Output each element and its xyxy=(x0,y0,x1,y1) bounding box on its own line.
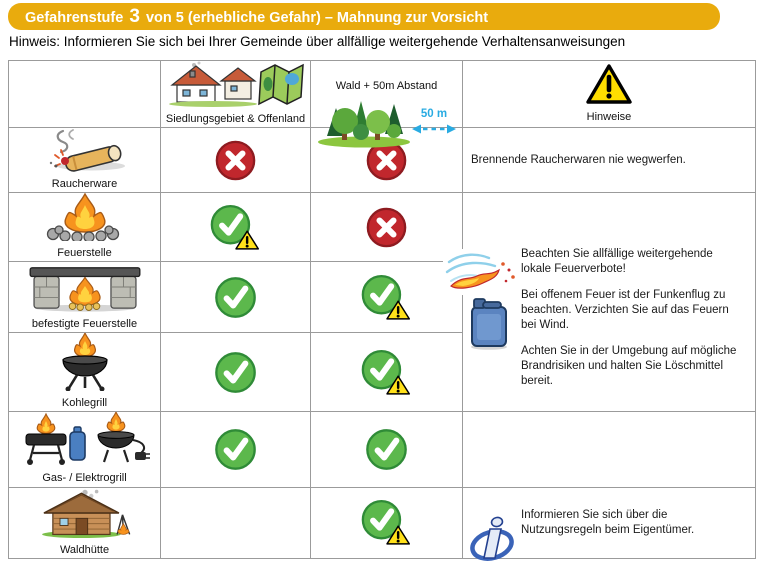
status-feuerstelle-siedlung xyxy=(161,204,310,251)
hinweis-funkenflug: Bei offenem Feuer ist der Funkenflug zu beachten. Verzichten Sie auf das Feuern bei Wind. xyxy=(521,288,729,331)
status-befestigte-wald xyxy=(311,274,462,321)
status-gasgrill-siedlung xyxy=(161,428,310,471)
table-row-feuerstelle xyxy=(9,193,756,262)
allowed-with-caution-icon xyxy=(361,499,413,546)
header-empty-cell xyxy=(9,61,161,128)
canister-label: LÖSCH-WASSER xyxy=(475,361,502,375)
row-label: Raucherware xyxy=(51,178,118,191)
allowed-icon xyxy=(214,428,257,471)
info-icon xyxy=(469,514,517,564)
row-label: Kohlegrill xyxy=(61,397,108,410)
row-label-cell xyxy=(9,333,161,412)
header-hinweise-cell xyxy=(463,61,756,128)
distance-label: 50 m xyxy=(420,108,448,121)
status-raucherware-siedlung xyxy=(161,140,310,181)
allowed-icon xyxy=(214,351,257,394)
hinweis-raucherware: Brennende Raucherwaren nie wegwerfen. xyxy=(471,153,686,166)
hinweise-merged-cell xyxy=(463,193,756,412)
status-feuerstelle-wald xyxy=(311,207,462,248)
danger-level-banner xyxy=(8,3,720,30)
stone-fireplace-icon xyxy=(26,262,144,317)
hinweis-empty-cell xyxy=(463,412,756,487)
hinweis-loeschmittel: Achten Sie in der Umgebung auf mögliche Brandrisiken und halten Sie Löschmittel bereit. xyxy=(521,344,737,387)
status-waldhuette-wald xyxy=(311,499,462,546)
row-label: befestigte Feuerstelle xyxy=(31,318,138,331)
header-hinweise-label: Hinweise xyxy=(586,111,632,123)
row-label-cell xyxy=(9,262,161,333)
allowed-with-caution-icon xyxy=(361,274,413,321)
forest-hut-icon xyxy=(29,488,141,543)
allowed-icon xyxy=(214,276,257,319)
allowed-with-caution-icon xyxy=(361,349,413,396)
allowed-with-caution-icon xyxy=(210,204,262,251)
row-label-cell xyxy=(9,487,161,558)
dashed-arrow-icon xyxy=(411,122,457,139)
banner-suffix: von 5 (erhebliche Gefahr) – Mahnung zur Vorsicht xyxy=(145,10,489,26)
row-label: Waldhütte xyxy=(59,543,110,556)
hinweis-waldhuette: Informieren Sie sich über die Nutzungsregeln beim Eigentümer. xyxy=(521,508,695,536)
table-header-row xyxy=(9,61,756,128)
fire-danger-table xyxy=(8,60,756,559)
header-wald-cell xyxy=(311,61,463,128)
header-siedlungsgebiet-label: Siedlungsgebiet & Offenland xyxy=(165,113,306,125)
forbidden-icon xyxy=(215,140,256,181)
campfire-icon xyxy=(43,193,127,246)
charcoal-grill-icon xyxy=(53,333,117,396)
row-label: Feuerstelle xyxy=(57,247,112,260)
status-gasgrill-wald xyxy=(311,428,462,471)
banner-prefix: Gefahrenstufe xyxy=(25,10,124,26)
status-kohlegrill-wald xyxy=(311,349,462,396)
status-befestigte-siedlung xyxy=(161,276,310,319)
houses-and-map-icon xyxy=(165,61,307,112)
row-label: Gas- / Elektrogrill xyxy=(42,472,127,485)
table-row-gas-elektrogrill xyxy=(9,412,756,487)
hinweis-feuerverbote: Beachten Sie allfällige weitergehende lokale Feuerverbote! xyxy=(521,248,713,276)
row-label-cell xyxy=(9,128,161,193)
row-label-cell xyxy=(9,193,161,262)
table-row-waldhuette xyxy=(9,487,756,558)
distance-indicator xyxy=(411,108,457,140)
gas-electric-grill-icon xyxy=(20,412,150,471)
forbidden-icon xyxy=(366,207,407,248)
header-wald-label: Wald + 50m Abstand xyxy=(335,79,438,92)
cigarette-icon xyxy=(29,128,141,177)
header-siedlungsgebiet-cell xyxy=(161,61,311,128)
sparks-wind-icon xyxy=(443,249,521,295)
community-notice-line: Hinweis: Informieren Sie sich bei Ihrer Gemeinde über allfällige weitergehende Verhaltensanweisungen xyxy=(9,34,626,49)
forest-icon xyxy=(315,98,413,153)
extinguishing-water-canister-icon xyxy=(465,293,513,375)
row-label-cell xyxy=(9,412,161,487)
status-kohlegrill-siedlung xyxy=(161,351,310,394)
warning-triangle-icon xyxy=(585,63,633,110)
status-empty-cell xyxy=(161,487,311,558)
danger-level-number: 3 xyxy=(129,6,140,27)
allowed-icon xyxy=(365,428,408,471)
